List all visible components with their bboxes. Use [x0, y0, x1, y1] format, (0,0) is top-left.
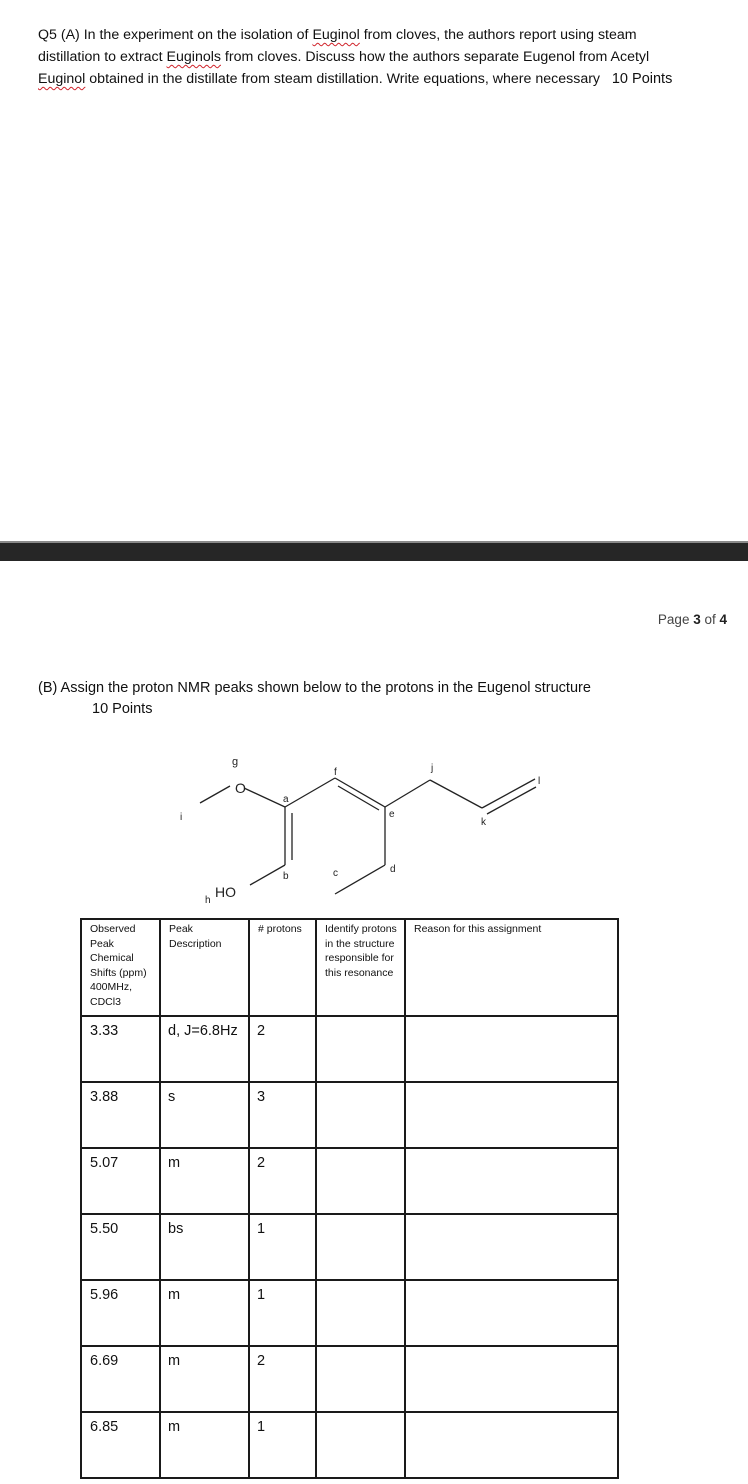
- page-number: [658, 612, 727, 627]
- q5-line1-start: Q5 (A) In the experiment on the isolation of: [38, 27, 313, 43]
- page-number-total: 4: [719, 612, 727, 627]
- reason-cell[interactable]: [405, 1148, 618, 1214]
- header-proton-count: # protons: [249, 919, 316, 1016]
- proton-count-cell: 2: [249, 1346, 316, 1412]
- reason-cell[interactable]: [405, 1346, 618, 1412]
- eugenol-structure: [160, 748, 580, 906]
- label-k: k: [481, 817, 486, 828]
- identify-cell[interactable]: [316, 1016, 405, 1082]
- label-g: g: [232, 756, 239, 768]
- page-break-bar: [0, 541, 748, 561]
- reason-cell[interactable]: [405, 1016, 618, 1082]
- description-cell: m: [160, 1280, 249, 1346]
- shift-cell: 3.33: [81, 1016, 160, 1082]
- proton-count-cell: 1: [249, 1214, 316, 1280]
- question-5a: [38, 24, 728, 90]
- label-i: i: [180, 812, 183, 823]
- q5-line1-end: from cloves, the authors report using steam: [359, 27, 637, 43]
- label-l: l: [538, 776, 541, 787]
- table-row: [81, 1082, 618, 1148]
- identify-cell[interactable]: [316, 1346, 405, 1412]
- header-identify-protons: Identify protons in the structure responsible for this resonance: [316, 919, 405, 1016]
- proton-count-cell: 3: [249, 1082, 316, 1148]
- description-cell: bs: [160, 1214, 249, 1280]
- description-cell: m: [160, 1148, 249, 1214]
- header-peak-description: Peak Description: [160, 919, 249, 1016]
- header-reason: Reason for this assignment: [405, 919, 618, 1016]
- table-row: [81, 1280, 618, 1346]
- page-number-current: 3: [693, 612, 701, 627]
- q5-line2-end: from cloves. Discuss how the authors separate Eugenol from Acetyl: [220, 49, 650, 65]
- reason-cell[interactable]: [405, 1280, 618, 1346]
- table-row: [81, 1412, 618, 1478]
- table-row: [81, 1214, 618, 1280]
- shift-cell: 5.50: [81, 1214, 160, 1280]
- page-number-prefix: Page: [657, 612, 694, 627]
- proton-count-cell: 1: [249, 1412, 316, 1478]
- page-number-middle: of: [700, 612, 720, 627]
- misspelled-word-euginol: Euginol: [312, 27, 360, 43]
- oxygen-label: O: [235, 780, 246, 796]
- q5-line2-start: distillation to extract: [38, 49, 167, 65]
- q5a-points: 10 Points: [611, 71, 673, 87]
- identify-cell[interactable]: [316, 1148, 405, 1214]
- label-f: f: [334, 767, 337, 778]
- proton-count-cell: 2: [249, 1148, 316, 1214]
- misspelled-word-euginol-2: Euginol: [38, 71, 86, 87]
- table-row: [81, 1016, 618, 1082]
- shift-cell: 5.96: [81, 1280, 160, 1346]
- label-e: e: [389, 809, 395, 820]
- structure-bonds: [200, 778, 536, 894]
- q5b-points: 10 Points: [92, 701, 153, 717]
- description-cell: d, J=6.8Hz: [160, 1016, 249, 1082]
- header-chemical-shift: Observed Peak Chemical Shifts (ppm) 400MHz, CDCl3: [81, 919, 160, 1016]
- shift-cell: 5.07: [81, 1148, 160, 1214]
- reason-cell[interactable]: [405, 1214, 618, 1280]
- label-a: a: [283, 794, 289, 805]
- hydroxyl-label: HO: [215, 884, 236, 900]
- description-cell: s: [160, 1082, 249, 1148]
- identify-cell[interactable]: [316, 1280, 405, 1346]
- q5-line3-end: obtained in the distillate from steam distillation. Write equations, where necessary: [85, 71, 601, 87]
- nmr-assignment-table: [80, 918, 619, 1479]
- table-header-row: [81, 919, 618, 1016]
- label-d: d: [390, 864, 396, 875]
- reason-cell[interactable]: [405, 1412, 618, 1478]
- misspelled-word-euginols: Euginols: [166, 49, 221, 65]
- proton-count-cell: 1: [249, 1280, 316, 1346]
- identify-cell[interactable]: [316, 1214, 405, 1280]
- label-h: h: [205, 895, 211, 906]
- shift-cell: 3.88: [81, 1082, 160, 1148]
- reason-cell[interactable]: [405, 1082, 618, 1148]
- table-row: [81, 1148, 618, 1214]
- shift-cell: 6.85: [81, 1412, 160, 1478]
- identify-cell[interactable]: [316, 1082, 405, 1148]
- identify-cell[interactable]: [316, 1412, 405, 1478]
- label-b: b: [283, 871, 289, 882]
- shift-cell: 6.69: [81, 1346, 160, 1412]
- label-c: c: [333, 868, 338, 879]
- description-cell: m: [160, 1346, 249, 1412]
- q5b-prompt: (B) Assign the proton NMR peaks shown below to the protons in the Eugenol structure: [38, 680, 591, 696]
- label-j: j: [431, 763, 434, 774]
- description-cell: m: [160, 1412, 249, 1478]
- proton-count-cell: 2: [249, 1016, 316, 1082]
- table-row: [81, 1346, 618, 1412]
- question-5b: [38, 678, 718, 720]
